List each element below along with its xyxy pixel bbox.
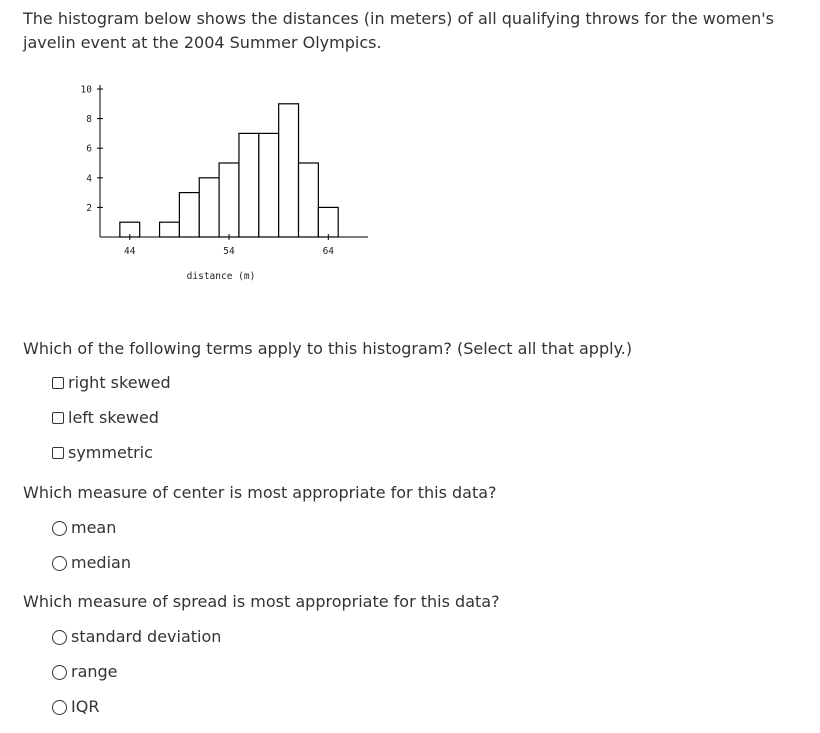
histogram-bar	[259, 133, 279, 237]
checkbox-right-skewed[interactable]	[52, 377, 64, 389]
option-iqr[interactable]	[52, 696, 99, 718]
option-standard-deviation[interactable]	[52, 626, 221, 648]
checkbox-symmetric[interactable]	[52, 447, 64, 459]
histogram-bar	[279, 104, 299, 237]
y-tick-label: 4	[86, 173, 92, 185]
question-shape: Which of the following terms apply to this histogram? (Select all that apply.)	[23, 339, 633, 358]
radio-mean[interactable]	[52, 521, 67, 536]
histogram-bar	[199, 178, 219, 237]
option-label: IQR	[71, 697, 100, 716]
y-tick-label: 6	[86, 143, 92, 155]
histogram-bar	[160, 222, 180, 237]
y-tick-label: 10	[80, 84, 92, 96]
radio-median[interactable]	[52, 556, 67, 571]
option-median[interactable]	[52, 552, 131, 574]
option-label: range	[71, 662, 118, 681]
x-tick-label: 54	[223, 246, 235, 257]
histogram-bar	[239, 133, 259, 237]
intro-text: The histogram below shows the distances (in meters) of all qualifying throws for the women's javelin event at the 2004 Summer Olympics.	[23, 9, 774, 52]
option-label: symmetric	[68, 443, 153, 462]
radio-range[interactable]	[52, 665, 67, 680]
option-range[interactable]	[52, 661, 118, 683]
x-tick-label: 44	[124, 246, 136, 257]
option-label: median	[71, 553, 131, 572]
histogram-bar	[299, 163, 319, 237]
option-label: mean	[71, 518, 117, 537]
option-symmetric[interactable]	[52, 442, 153, 464]
radio-standard-deviation[interactable]	[52, 630, 67, 645]
question-spread: Which measure of spread is most appropriate for this data?	[23, 592, 500, 611]
x-axis-title: distance (m)	[186, 271, 256, 282]
histogram-bar	[179, 193, 199, 237]
y-tick-label: 2	[86, 202, 92, 214]
checkbox-left-skewed[interactable]	[52, 412, 64, 424]
y-tick-label: 8	[86, 114, 92, 126]
option-label: right skewed	[68, 373, 171, 392]
option-label: left skewed	[68, 408, 159, 427]
x-tick-label: 64	[322, 246, 335, 257]
histogram-chart	[0, 0, 820, 300]
histogram-bar	[219, 163, 239, 237]
radio-iqr[interactable]	[52, 700, 67, 715]
histogram-bar	[318, 207, 338, 237]
option-left-skewed[interactable]	[52, 407, 159, 429]
option-label: standard deviation	[71, 627, 222, 646]
option-mean[interactable]	[52, 517, 116, 539]
question-center: Which measure of center is most appropriate for this data?	[23, 483, 497, 502]
option-right-skewed[interactable]	[52, 372, 171, 394]
